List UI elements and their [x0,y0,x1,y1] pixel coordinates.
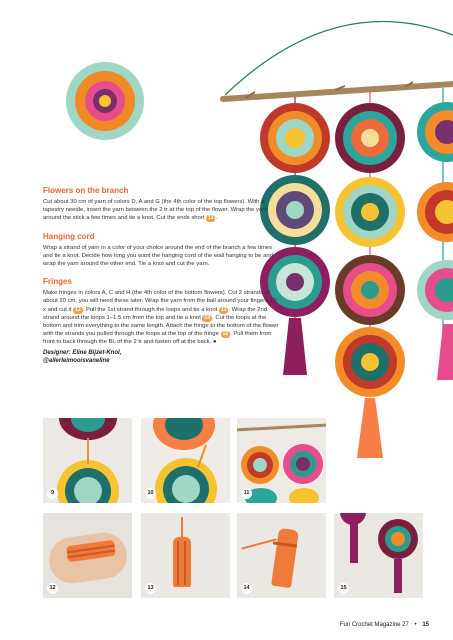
photo-step-14 [237,513,326,598]
flower-col2-2 [335,177,405,247]
photo-step-13 [141,513,230,598]
paragraph-text: . Pull them from front to back through the BL of the 2 tr and fasten off at the back. ● [43,331,272,346]
paragraph-text: . Pull the 1st strand through the loops and tie a knot [82,306,219,313]
photo-number-12: 12 [47,583,58,594]
page-number: 15 [422,622,429,628]
magazine-name: Fun Crochet Magazine 27 [339,622,409,628]
section-title-fringes: Fringes [43,277,72,287]
flower-col2-1 [335,103,405,173]
paragraph-text: Cut about 30 cm of yarn of colors D, A and G (the 4th color of the top flowers). With a tapestry needle, insert the yarn between the 2 tr at the top of the flower. Wrap the yarn around the stick a few times and tie a knot. Cut the ends short [43,199,268,222]
photo-step-11 [237,418,326,503]
photo-number-13: 13 [145,583,156,594]
photo-step-9 [43,418,132,503]
photo-number-14: 14 [241,583,252,594]
photo-number-10: 10 [145,488,156,499]
designer-handle: @allerleimooisvaneline [43,357,110,364]
photo-number-15: 15 [338,583,349,594]
paragraph-text: Wrap a strand of yarn in a color of your choice around the end of the branch a few times and tie a knot. Decide how long you want the hanging cord of the wall hanging to be and wrap the yarn around the other end. Tie a knot and cut the yarn. [43,244,273,268]
step-badge: 12 [75,306,81,313]
step-badge: 15 [222,331,229,338]
flower-col3-2 [417,182,453,242]
step-badge: 13 [220,306,227,313]
paragraph-text: . Wrap the 2nd strand around the loops 1–1.5 cm from the top and tie a knot [43,306,268,321]
paragraph-text: Make fringes in colors A, C and H (the 4th color of the bottom flowers). Cut 2 strands of about 20 cm, you will need these later. Wrap the yarn from the ball around your fingers 12 x and cut it [43,290,277,313]
designer-name: Designer: Eline Bijzet-Knol, [43,349,122,356]
photo-step-10 [141,418,230,503]
section-body-fringes [43,289,279,346]
photo-number-9: 9 [47,488,58,499]
flower-col2-3 [335,255,405,325]
section-title-hanging-cord: Hanging cord [43,231,95,241]
flower-col3-1 [417,102,453,162]
paragraph-text: . [215,215,218,222]
section-body-hanging-cord [43,244,279,269]
section-body-flowers [43,198,279,223]
flower-col2-4 [335,327,405,397]
flower-col1-1 [260,103,330,173]
photo-number-11: 11 [241,488,252,499]
photo-step-12 [43,513,132,598]
page-footer [340,622,429,628]
paragraph-text: . Cut the loops at the bottom and trim everything to the same length. Attach the fringe to the bottom of the flower with the strands you pulled through the loops at the top of the fringe [43,314,279,338]
footer-bullet: • [414,622,417,628]
flower-motif-single [66,62,144,140]
instructions-column [43,186,279,365]
section-title-flowers: Flowers on the branch [43,186,129,195]
designer-credit [43,349,279,365]
step-badge: 11 [208,215,214,222]
photo-step-15 [334,513,423,598]
step-badge: 14 [204,314,211,321]
flower-col3-3 [417,260,453,320]
